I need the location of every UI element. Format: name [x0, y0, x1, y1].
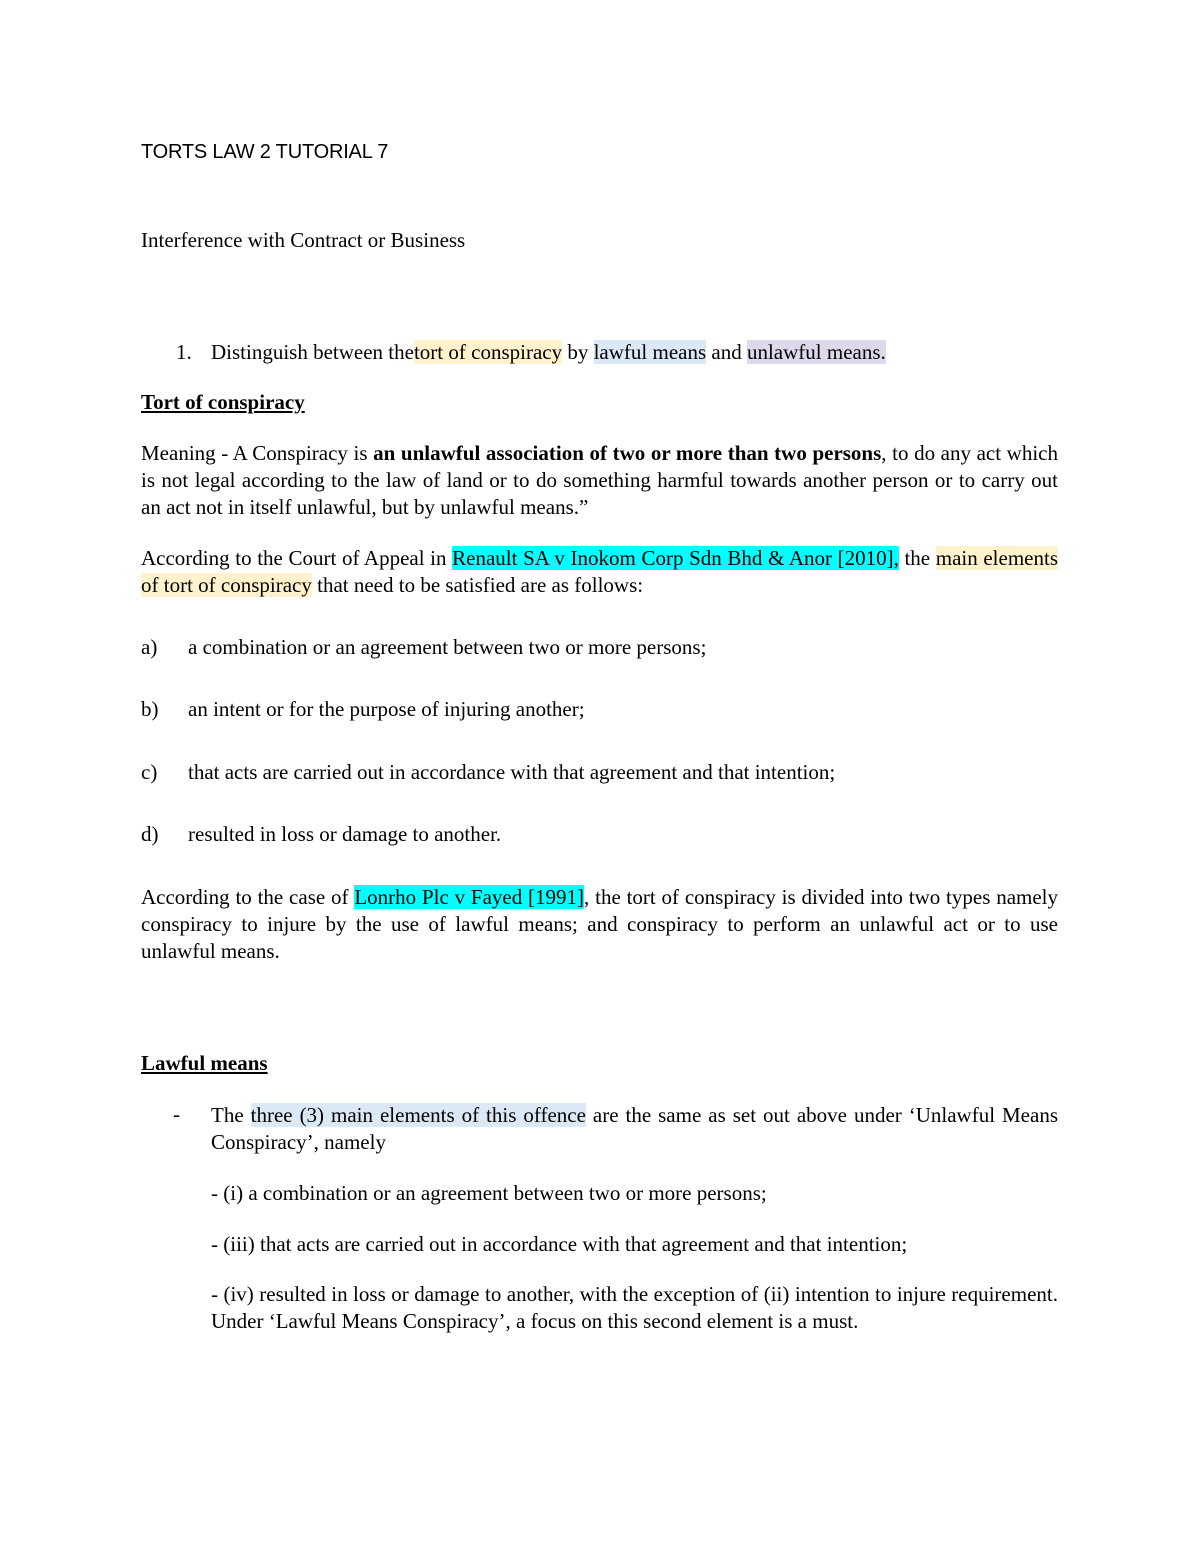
highlight-three-elements: three (3) main elements of this offence — [250, 1103, 586, 1127]
appeal-mid: the — [898, 546, 936, 570]
lonrho-paragraph — [141, 884, 1058, 965]
document-subtitle: Interference with Contract or Business — [141, 228, 466, 252]
list-item — [141, 635, 706, 660]
meaning-rest: , to do any act which is not legal according to the law of land or to do something harmful towards another person or to carry out an act not in itself unlawful, but by unlawful means.” — [141, 441, 1058, 519]
list-text: resulted in loss or damage to another. — [188, 822, 502, 846]
meaning-paragraph — [141, 440, 1058, 521]
meaning-lead: Meaning - A Conspiracy is — [141, 441, 374, 465]
heading-tort-of-conspiracy: Tort of conspiracy — [141, 390, 305, 414]
list-marker: d) — [141, 822, 159, 846]
appeal-rest: that need to be satisfied are as follows: — [311, 573, 644, 597]
document-title: TORTS LAW 2 TUTORIAL 7 — [141, 141, 389, 163]
list-marker: b) — [141, 697, 159, 721]
question-text-mid-1: by — [562, 340, 594, 364]
case-lonrho: Lonrho Plc v Fayed [1991] — [354, 885, 585, 909]
highlight-main-elements: main elements of tort of conspiracy — [141, 546, 1059, 597]
lonrho-rest: , the tort of conspiracy is divided into two types namely conspiracy to injure by the use of lawful means; and conspiracy to perform an unlawful act or to use unlawful means. — [141, 885, 1058, 963]
question-1 — [176, 340, 886, 365]
question-number: 1. — [176, 340, 192, 364]
bullet-dash: - — [173, 1102, 180, 1126]
case-renault: Renault SA v Inokom Corp Sdn Bhd & Anor [2010], — [452, 546, 899, 570]
list-text: a combination or an agreement between two or more persons; — [188, 635, 707, 659]
court-of-appeal-paragraph — [141, 545, 1058, 599]
highlight-lawful-means: lawful means — [593, 340, 707, 364]
list-text: that acts are carried out in accordance with that agreement and that intention; — [188, 760, 836, 784]
lawful-sub-item: - (iii) that acts are carried out in accordance with that agreement and that intention; — [211, 1232, 908, 1256]
heading-lawful-means: Lawful means — [141, 1051, 268, 1075]
list-text: an intent or for the purpose of injuring another; — [188, 697, 585, 721]
lonrho-lead: According to the case of — [141, 885, 355, 909]
appeal-lead: According to the Court of Appeal in — [141, 546, 453, 570]
highlight-tort-of-conspiracy: tort of conspiracy — [413, 340, 563, 364]
intro-lead: The — [211, 1103, 251, 1127]
meaning-bold: an unlawful association of two or more than two persons — [373, 441, 882, 465]
list-marker: a) — [141, 635, 158, 659]
question-text-mid-2: and — [706, 340, 747, 364]
lawful-sub-item: - (iv) resulted in loss or damage to another, with the exception of (ii) intention to injure requirement. Under ‘Lawful Means Conspiracy’, a focus on this second element is a must. — [211, 1282, 1058, 1333]
list-marker: c) — [141, 760, 158, 784]
list-item — [141, 697, 585, 722]
question-text: Distinguish between the — [211, 340, 414, 364]
list-item — [141, 760, 835, 785]
intro-rest: are the same as set out above under ‘Unlawful Means Conspiracy’, namely — [211, 1103, 1058, 1154]
highlight-unlawful-means: unlawful means. — [746, 340, 886, 364]
list-item — [141, 822, 501, 847]
lawful-sub-item: - (i) a combination or an agreement between two or more persons; — [211, 1181, 767, 1205]
lawful-intro-paragraph — [211, 1102, 1058, 1156]
